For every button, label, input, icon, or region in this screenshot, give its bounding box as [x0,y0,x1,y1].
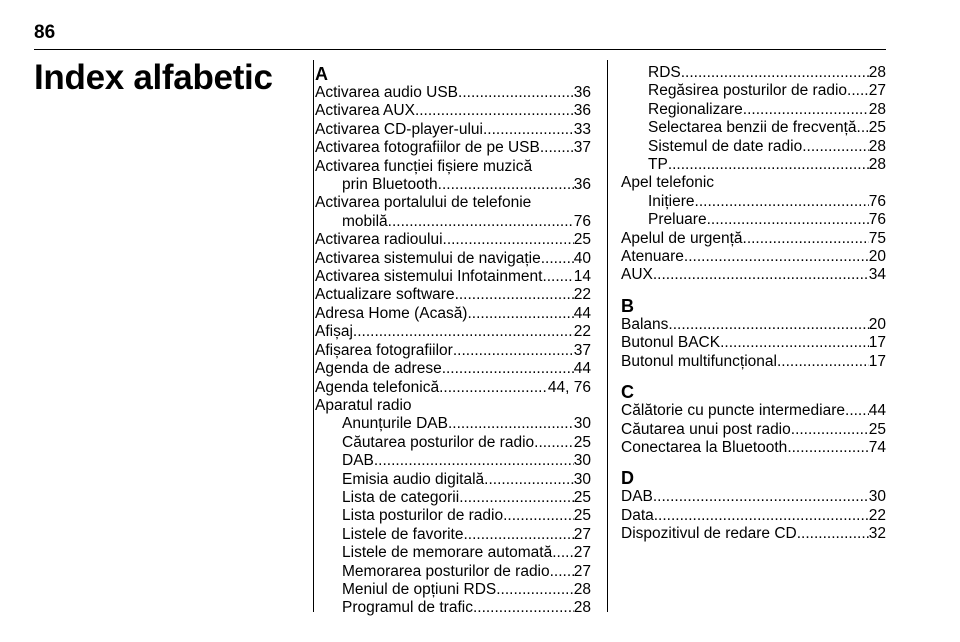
entry-page-number: 75 [868,229,886,247]
entry-page-number: 25 [573,231,591,249]
entry-page-number: 28 [868,156,886,174]
entry-page-number: 76 [573,212,591,230]
index-entry [621,439,886,457]
entry-label: Preluare [648,211,707,229]
dot-leader [777,353,869,371]
entry-label: Butonul multifuncțional [621,352,777,370]
dot-leader [473,599,574,617]
entry-label: DAB [342,452,374,470]
dot-leader [453,342,574,360]
dot-leader [484,471,574,489]
dot-leader [668,156,869,174]
entry-label: mobilă [342,212,388,230]
index-letter-heading: C [621,382,634,403]
index-group-heading: Activarea funcției fișiere muzică [315,157,533,175]
entry-label: Căutarea unui post radio [621,420,791,438]
dot-leader [653,488,869,506]
dot-leader [415,102,574,120]
entry-page-number: 25 [868,119,886,137]
entry-label: Dispozitivul de redare CD [621,525,797,543]
entry-page-number: 37 [573,139,591,157]
entry-label: prin Bluetooth [342,176,438,194]
entry-label: Agenda de adrese [315,360,442,378]
page-number: 86 [34,22,56,43]
entry-page-number: 44 [868,402,886,420]
entry-page-number: 36 [573,176,591,194]
entry-page-number: 44 [573,360,591,378]
dot-leader [845,402,869,420]
index-subentry [621,119,886,137]
index-subentry [315,581,591,599]
index-entry [315,250,591,268]
entry-label: Activarea AUX [315,102,415,120]
dot-leader [438,176,574,194]
index-entry [621,525,886,543]
index-subentry [315,176,591,194]
entry-page-number: 22 [573,323,591,341]
dot-leader [802,138,869,156]
index-entry [621,316,886,334]
entry-page-number: 22 [573,286,591,304]
entry-page-number: 25 [573,488,591,506]
entry-label: Conectarea la Bluetooth [621,438,788,456]
dot-leader [707,211,869,229]
index-entry [315,342,591,360]
index-entry [621,507,886,525]
entry-page-number: 28 [868,100,886,118]
entry-label: Activarea CD-player-ului [315,120,483,138]
entry-label: Călătorie cu puncte intermediare [621,402,846,420]
dot-leader [388,213,574,231]
index-entry [315,305,591,323]
entry-page-number: 34 [868,266,886,284]
dot-leader [459,489,574,507]
entry-page-number: 27 [573,544,591,562]
entry-page-number: 25 [573,433,591,451]
entry-page-number: 28 [868,137,886,155]
entry-page-number: 27 [573,562,591,580]
entry-label: Atenuare [621,248,684,266]
entry-page-number: 22 [868,506,886,524]
entry-page-number: 14 [573,268,591,286]
dot-leader [464,526,574,544]
dot-leader [467,305,573,323]
dot-leader [542,268,573,286]
entry-page-number: 33 [573,120,591,138]
index-subentry [315,434,591,452]
entry-page-number: 36 [573,102,591,120]
dot-leader [653,266,869,284]
entry-page-number: 36 [573,84,591,101]
index-group-heading: Aparatul radio [315,396,412,414]
dot-leader [791,421,869,439]
dot-leader [439,379,548,397]
dot-leader [374,452,574,470]
dot-leader [847,82,869,100]
section-spacer [621,285,886,296]
index-subentry [315,471,591,489]
index-subentry [621,156,886,174]
entry-page-number: 20 [868,248,886,266]
entry-label: Agenda telefonică [315,378,440,396]
entry-page-number: 32 [868,525,886,543]
entry-label: Data [621,506,654,524]
entry-label: Balans [621,315,669,333]
entry-label: Activarea fotografiilor de pe USB [315,139,540,157]
entry-page-number: 27 [573,525,591,543]
entry-label: Programul de trafic [342,599,473,617]
index-subentry [315,452,591,470]
index-subentry [621,193,886,211]
dot-leader [552,544,574,562]
index-entry [315,268,591,286]
entry-label: Memorarea posturilor de radio [342,562,550,580]
entry-label: AUX [621,266,653,284]
index-subentry [315,507,591,525]
index-entry [315,139,591,157]
entry-page-number: 20 [868,315,886,333]
entry-page-number: 25 [573,507,591,525]
section-spacer [621,371,886,382]
entry-page-number: 28 [573,580,591,598]
dot-leader [458,84,574,102]
index-subentry [621,138,886,156]
dot-leader [743,230,869,248]
entry-page-number: 44 [573,304,591,322]
entry-page-number: 30 [868,488,886,506]
dot-leader [743,101,869,119]
index-entry [621,488,886,506]
index-column-1 [315,64,591,618]
index-entry [315,121,591,139]
index-entry [621,230,886,248]
entry-label: Adresa Home (Acasă) [315,304,468,322]
dot-leader [857,119,869,137]
entry-label: Listele de memorare automată [342,544,553,562]
entry-label: Actualizare software [315,286,455,304]
dot-leader [695,193,869,211]
entry-page-number: 76 [868,192,886,210]
index-subentry [315,415,591,433]
dot-leader [455,286,574,304]
index-subentry [315,563,591,581]
dot-leader [668,316,868,334]
index-subentry [621,211,886,229]
dot-leader [483,121,574,139]
dot-leader [496,581,574,599]
index-subentry [315,489,591,507]
entry-label: Activarea radioului [315,231,443,249]
dot-leader [541,250,574,268]
entry-label: Meniul de opțiuni RDS [342,580,497,598]
header-rule [34,49,886,50]
column-divider [313,60,314,612]
index-subentry [315,526,591,544]
entry-label: Activarea sistemului de navigație [315,249,541,267]
entry-page-number: 74 [868,438,886,456]
index-entry [621,421,886,439]
entry-page-number: 44, 76 [547,378,591,396]
dot-leader [443,231,574,249]
index-subentry [621,101,886,119]
entry-label: Anunțurile DAB [342,415,448,433]
dot-leader [442,360,574,378]
index-subentry [315,213,591,231]
entry-page-number: 17 [868,352,886,370]
dot-leader [540,139,574,157]
section-spacer [621,457,886,468]
dot-leader [353,323,574,341]
dot-leader [787,439,868,457]
dot-leader [550,563,574,581]
index-entry [621,266,886,284]
entry-page-number: 30 [573,415,591,433]
index-subentry [621,64,886,82]
dot-leader [797,525,869,543]
index-entry [621,353,886,371]
index-column-2 [621,64,886,544]
entry-label: Emisia audio digitală [342,470,485,488]
entry-label: Sistemul de date radio [648,137,803,155]
entry-label: Căutarea posturilor de radio [342,433,535,451]
index-group-heading: Apel telefonic [621,174,715,192]
entry-page-number: 28 [573,599,591,617]
dot-leader [534,434,574,452]
entry-page-number: 27 [868,82,886,100]
index-entry [315,102,591,120]
dot-leader [503,507,574,525]
index-entry [621,334,886,352]
page-title: Index alfabetic [34,58,273,97]
index-subentry [315,544,591,562]
entry-page-number: 76 [868,211,886,229]
entry-label: Lista de categorii [342,488,460,506]
entry-page-number: 17 [868,334,886,352]
index-entry [621,402,886,420]
column-divider [607,60,608,612]
index-subentry [621,82,886,100]
index-letter-heading: A [315,64,328,84]
entry-page-number: 25 [868,420,886,438]
index-letter-heading: B [621,295,634,316]
entry-label: Regionalizare [648,100,743,118]
entry-label: Afișarea fotografiilor [315,341,453,359]
index-letter-heading: D [621,468,634,489]
index-entry [315,286,591,304]
entry-page-number: 37 [573,341,591,359]
index-entry [315,379,591,397]
entry-label: Inițiere [648,192,695,210]
entry-label: Butonul BACK [621,334,721,352]
entry-page-number: 28 [868,64,886,81]
index-subentry [315,599,591,617]
index-entry [315,323,591,341]
entry-label: Selectarea benzii de frecvență [648,119,857,137]
entry-label: Lista posturilor de radio [342,507,504,525]
entry-label: RDS [648,64,681,81]
entry-label: Activarea audio USB [315,84,459,101]
entry-label: TP [648,156,668,174]
index-entry [315,84,591,102]
entry-page-number: 30 [573,452,591,470]
dot-leader [654,507,869,525]
entry-label: Apelul de urgență [621,229,743,247]
entry-label: Listele de favorite [342,525,464,543]
index-entry [315,360,591,378]
entry-label: DAB [621,488,653,506]
entry-label: Regăsirea posturilor de radio [648,82,848,100]
entry-page-number: 30 [573,470,591,488]
dot-leader [448,415,574,433]
entry-page-number: 40 [573,249,591,267]
entry-label: Afișaj [315,323,353,341]
index-group-heading: Activarea portalului de telefonie [315,194,532,212]
index-entry [621,248,886,266]
dot-leader [684,248,869,266]
entry-label: Activarea sistemului Infotainment [315,268,543,286]
index-entry [315,231,591,249]
dot-leader [681,64,869,82]
dot-leader [720,334,869,352]
